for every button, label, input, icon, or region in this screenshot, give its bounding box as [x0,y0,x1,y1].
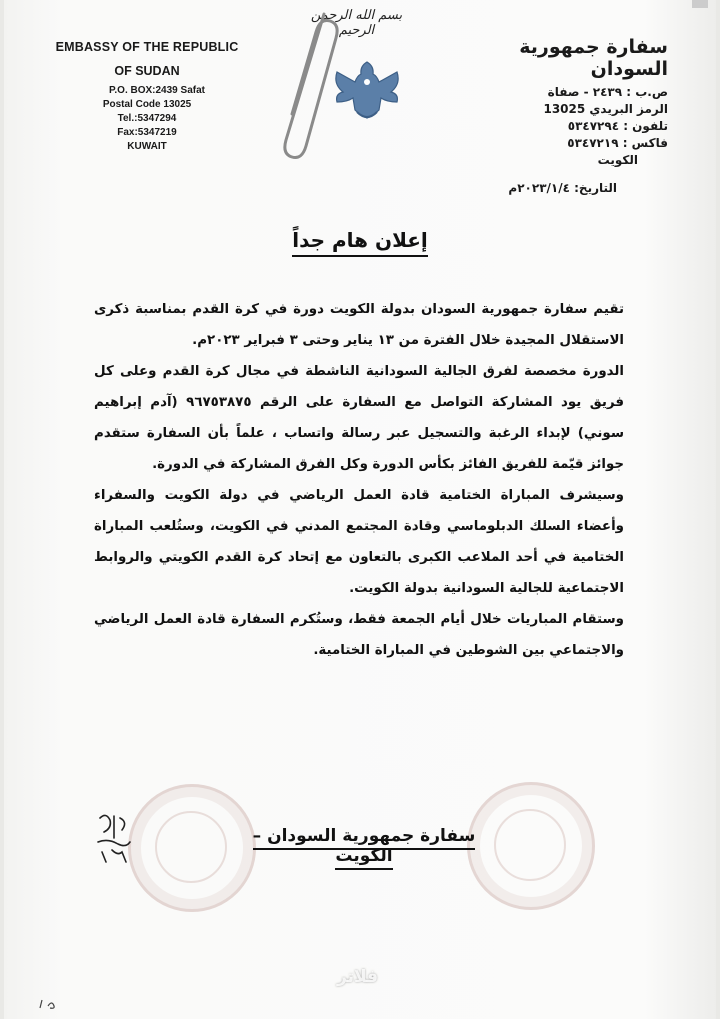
stamp-inner-ring [494,809,566,881]
announcement-body [94,294,624,666]
telephone: Tel.:5347294 [117,113,177,124]
handwritten-signature [92,808,136,866]
document-date: التاريخ: ٢٠٢٣/١/٤م [508,181,617,195]
announcement-title-text: إعلان هام جداً [292,228,428,257]
paragraph-2: الدورة مخصصة لفرق الجالية السودانية الناشطة في مجال كرة القدم وعلى كل فريق يود المشاركة التواصل مع السفارة على الرقم ٩٦٧٥٣٨٧٥ (آدم إبراهيم سوني) لإبداء الرغبة والتسجيل عبر رسالة واتساب ، علماً بأن السفارة ستقدم جوائز قيّمة للفريق الفائز بكأس الدورة وكل الفرق المشاركة في الدورة. [94,364,624,472]
signature-block [229,826,499,866]
postal-code-arabic: الرمز البريدي 13025 [543,102,668,116]
announcement-title [4,228,716,252]
postal-code: Postal Code 13025 [102,99,192,110]
stamp-inner-ring [155,811,227,883]
telephone-arabic: تلفون : ٥٣٤٧٢٩٤ [567,119,668,133]
paragraph-1: تقيم سفارة جمهورية السودان بدولة الكويت دورة في كرة القدم بمناسبة ذكرى الاستقلال المجيدة خلال الفترة من ١٣ يناير وحتى ٣ فبراير ٢٠٢٣م. [94,302,624,348]
pobox: P.O. BOX:2439 Safat [109,85,205,96]
fax: Fax:5347219 [117,127,177,138]
embassy-name-line1: EMBASSY OF THE REPUBLIC [55,40,239,54]
paragraph-3: وسيشرف المباراة الختامية قادة العمل الرياضي في دولة الكويت والسفراء وأعضاء السلك الدبلوماسي وقادة المجتمع المدني في الكويت، وستُلعب المباراة الختامية في أحد الملاعب الكبرى بالتعاون مع إتحاد كرة القدم الكويتي والروابط الاجتماعية للجالية السودانية بدولة الكويت. [94,488,624,596]
embassy-name-line2: OF SUDAN [114,64,180,78]
signature-text: سفارة جمهورية السودان – الكويت [253,826,476,870]
city: KUWAIT [127,141,167,152]
page-number-mark [38,998,78,1010]
basmala: بسم الله الرحمن الرحيم [310,8,403,38]
embassy-header-arabic [468,36,668,169]
paragraph-4: وستقام المباريات خلال أيام الجمعة فقط، وستُكرم السفارة قادة العمل الرياضي والاجتماعي بين الشوطين في المباراة الختامية. [94,612,624,658]
document-page [4,0,716,1019]
embassy-name-arabic: سفارة جمهورية السودان [519,36,668,80]
watermark: فلاتر [337,967,378,987]
sudan-emblem-icon [327,58,407,124]
embassy-header-english [52,40,242,154]
corner-mark [692,0,708,8]
pobox-arabic: ص.ب : ٢٤٣٩ - صفاة [547,85,668,99]
city-arabic: الكويت [597,153,638,167]
fax-arabic: فاكس : ٥٣٤٧٢١٩ [567,136,668,150]
